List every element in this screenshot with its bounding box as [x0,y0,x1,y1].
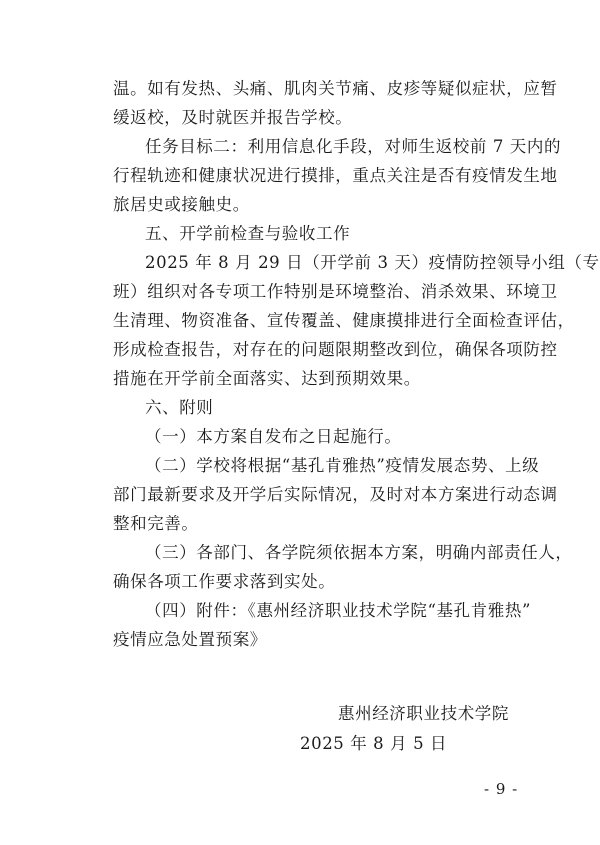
body-line: 2025 年 8 月 29 日（开学前 3 天）疫情防控领导小组（专 [145,253,600,272]
signature-date: 2025 年 8 月 5 日 [300,734,448,753]
body-line: 温。如有发热、头痛、肌肉关节痛、皮疹等疑似症状，应暂 [113,79,558,98]
page-number: - 9 - [484,780,519,798]
body-line: 确保各项工作要求落到实处。 [113,572,336,591]
task-goal-line: 任务目标二：利用信息化手段，对师生返校前 7 天内的 [145,137,562,156]
clause-two: （二）学校将根据“基孔肯雅热”疫情发展态势、上级 [145,456,540,475]
clause-three: （三）各部门、各学院须依据本方案，明确内部责任人， [145,543,573,562]
body-line: 生清理、物资准备、宣传覆盖、健康摸排进行全面检查评估， [113,311,575,330]
body-line: 疫情应急处置预案》 [113,630,267,649]
section-heading-five: 五、开学前检查与验收工作 [145,224,351,243]
clause-one: （一）本方案自发布之日起施行。 [145,427,402,446]
body-line: 部门最新要求及开学后实际情况，及时对本方案进行动态调 [113,485,558,504]
signature-org: 惠州经济职业技术学院 [338,704,509,723]
body-line: 行程轨迹和健康状况进行摸排，重点关注是否有疫情发生地 [113,166,558,185]
body-line: 措施在开学前全面落实、达到预期效果。 [113,369,421,388]
body-line: 缓返校，及时就医并报告学校。 [113,108,353,127]
body-line: 旅居史或接触史。 [113,195,250,214]
body-line: 班）组织对各专项工作特别是环境整治、消杀效果、环境卫 [113,282,558,301]
clause-four: （四）附件：《惠州经济职业技术学院“基孔肯雅热” [145,601,532,620]
body-line: 整和完善。 [113,514,199,533]
section-heading-six: 六、附则 [145,398,214,417]
body-line: 形成检查报告，对存在的问题限期整改到位，确保各项防控 [113,340,558,359]
